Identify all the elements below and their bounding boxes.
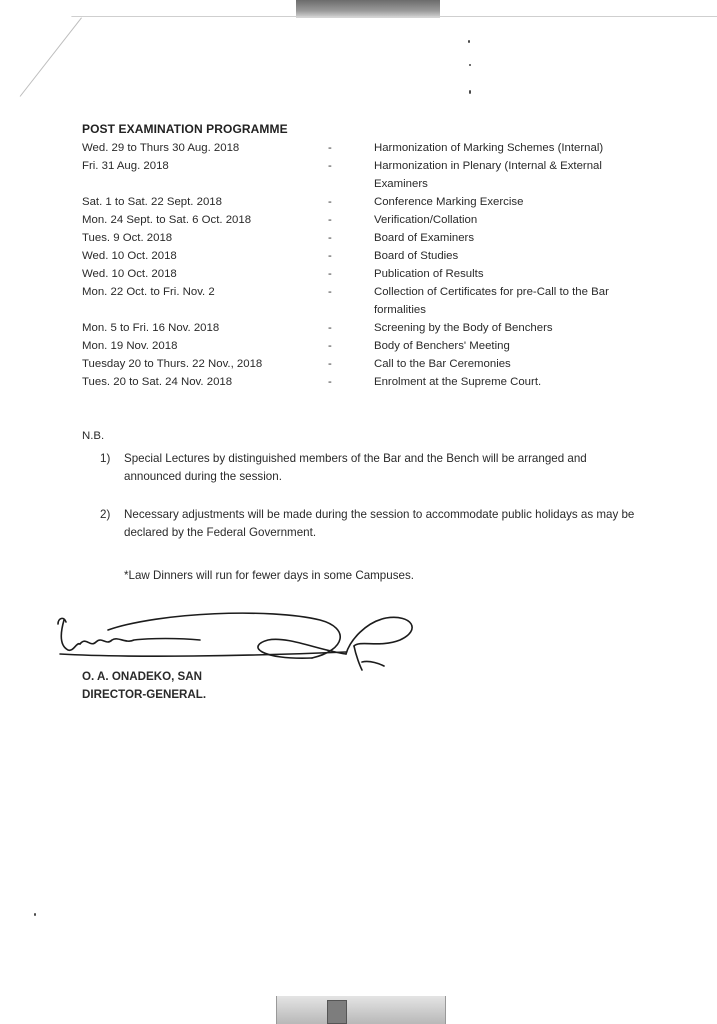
signatory-title: DIRECTOR-GENERAL. [82, 688, 207, 701]
schedule-event: Board of Studies [374, 250, 459, 262]
schedule-row [82, 157, 642, 193]
scan-speck [469, 64, 471, 66]
schedule-event: Verification/Collation [374, 214, 478, 226]
schedule-row [82, 283, 642, 319]
schedule-dash: - [328, 340, 332, 352]
schedule-date: Mon. 24 Sept. to Sat. 6 Oct. 2018 [82, 214, 252, 226]
schedule-date: Fri. 31 Aug. 2018 [82, 160, 169, 172]
note-item [100, 450, 640, 486]
folded-corner [0, 0, 84, 110]
schedule-list [82, 139, 642, 391]
scan-bottom-strip [276, 996, 446, 1024]
schedule-dash: - [328, 322, 332, 334]
schedule-event: Enrolment at the Supreme Court. [374, 376, 542, 388]
schedule-event: Harmonization in Plenary (Internal & External Examiners [374, 160, 602, 190]
schedule-event: Harmonization of Marking Schemes (Internal) [374, 142, 604, 154]
note-number: 2) [100, 508, 111, 521]
schedule-dash: - [328, 286, 332, 298]
signatory-block [82, 668, 206, 704]
page-title: POST EXAMINATION PROGRAMME [82, 122, 288, 136]
schedule-dash: - [328, 376, 332, 388]
nb-label: N.B. [82, 430, 105, 442]
note-text: Necessary adjustments will be made during the session to accommodate public holidays as may be declared by the Federal Government. [124, 508, 635, 539]
schedule-event: Call to the Bar Ceremonies [374, 358, 511, 370]
scan-speck [468, 40, 470, 43]
schedule-dash: - [328, 160, 332, 172]
schedule-event: Screening by the Body of Benchers [374, 322, 553, 334]
note-item [100, 506, 640, 542]
schedule-event: Conference Marking Exercise [374, 196, 524, 208]
dinner-note: *Law Dinners will run for fewer days in some Campuses. [124, 569, 414, 582]
schedule-row [82, 373, 642, 391]
schedule-event: Board of Examiners [374, 232, 475, 244]
schedule-dash: - [328, 196, 332, 208]
schedule-row [82, 193, 642, 211]
schedule-date: Tues. 9 Oct. 2018 [82, 232, 173, 244]
schedule-date: Wed. 10 Oct. 2018 [82, 268, 177, 280]
scan-speck [469, 90, 471, 94]
note-number: 1) [100, 452, 111, 465]
schedule-dash: - [328, 268, 332, 280]
schedule-dash: - [328, 250, 332, 262]
schedule-date: Sat. 1 to Sat. 22 Sept. 2018 [82, 196, 222, 208]
schedule-date: Mon. 22 Oct. to Fri. Nov. 2 [82, 286, 215, 298]
schedule-event: Publication of Results [374, 268, 484, 280]
schedule-row [82, 211, 642, 229]
schedule-date: Mon. 19 Nov. 2018 [82, 340, 178, 352]
schedule-row [82, 355, 642, 373]
schedule-row [82, 265, 642, 283]
schedule-dash: - [328, 142, 332, 154]
schedule-date: Wed. 29 to Thurs 30 Aug. 2018 [82, 142, 240, 154]
schedule-row [82, 337, 642, 355]
schedule-row [82, 247, 642, 265]
schedule-date: Tuesday 20 to Thurs. 22 Nov., 2018 [82, 358, 263, 370]
schedule-event: Body of Benchers' Meeting [374, 340, 510, 352]
schedule-row [82, 229, 642, 247]
schedule-dash: - [328, 214, 332, 226]
schedule-date: Mon. 5 to Fri. 16 Nov. 2018 [82, 322, 220, 334]
signatory-name: O. A. ONADEKO, SAN [82, 670, 203, 683]
scan-bottom-tab [327, 1000, 347, 1024]
schedule-event: Collection of Certificates for pre-Call to the Bar formalities [374, 286, 609, 316]
schedule-date: Tues. 20 to Sat. 24 Nov. 2018 [82, 376, 233, 388]
note-text: Special Lectures by distinguished members of the Bar and the Bench will be arranged and announced during the session. [124, 452, 587, 483]
schedule-row [82, 139, 642, 157]
notes-list [100, 450, 640, 562]
schedule-dash: - [328, 232, 332, 244]
schedule-row [82, 319, 642, 337]
scan-speck [34, 913, 36, 916]
schedule-dash: - [328, 358, 332, 370]
schedule-date: Wed. 10 Oct. 2018 [82, 250, 177, 262]
